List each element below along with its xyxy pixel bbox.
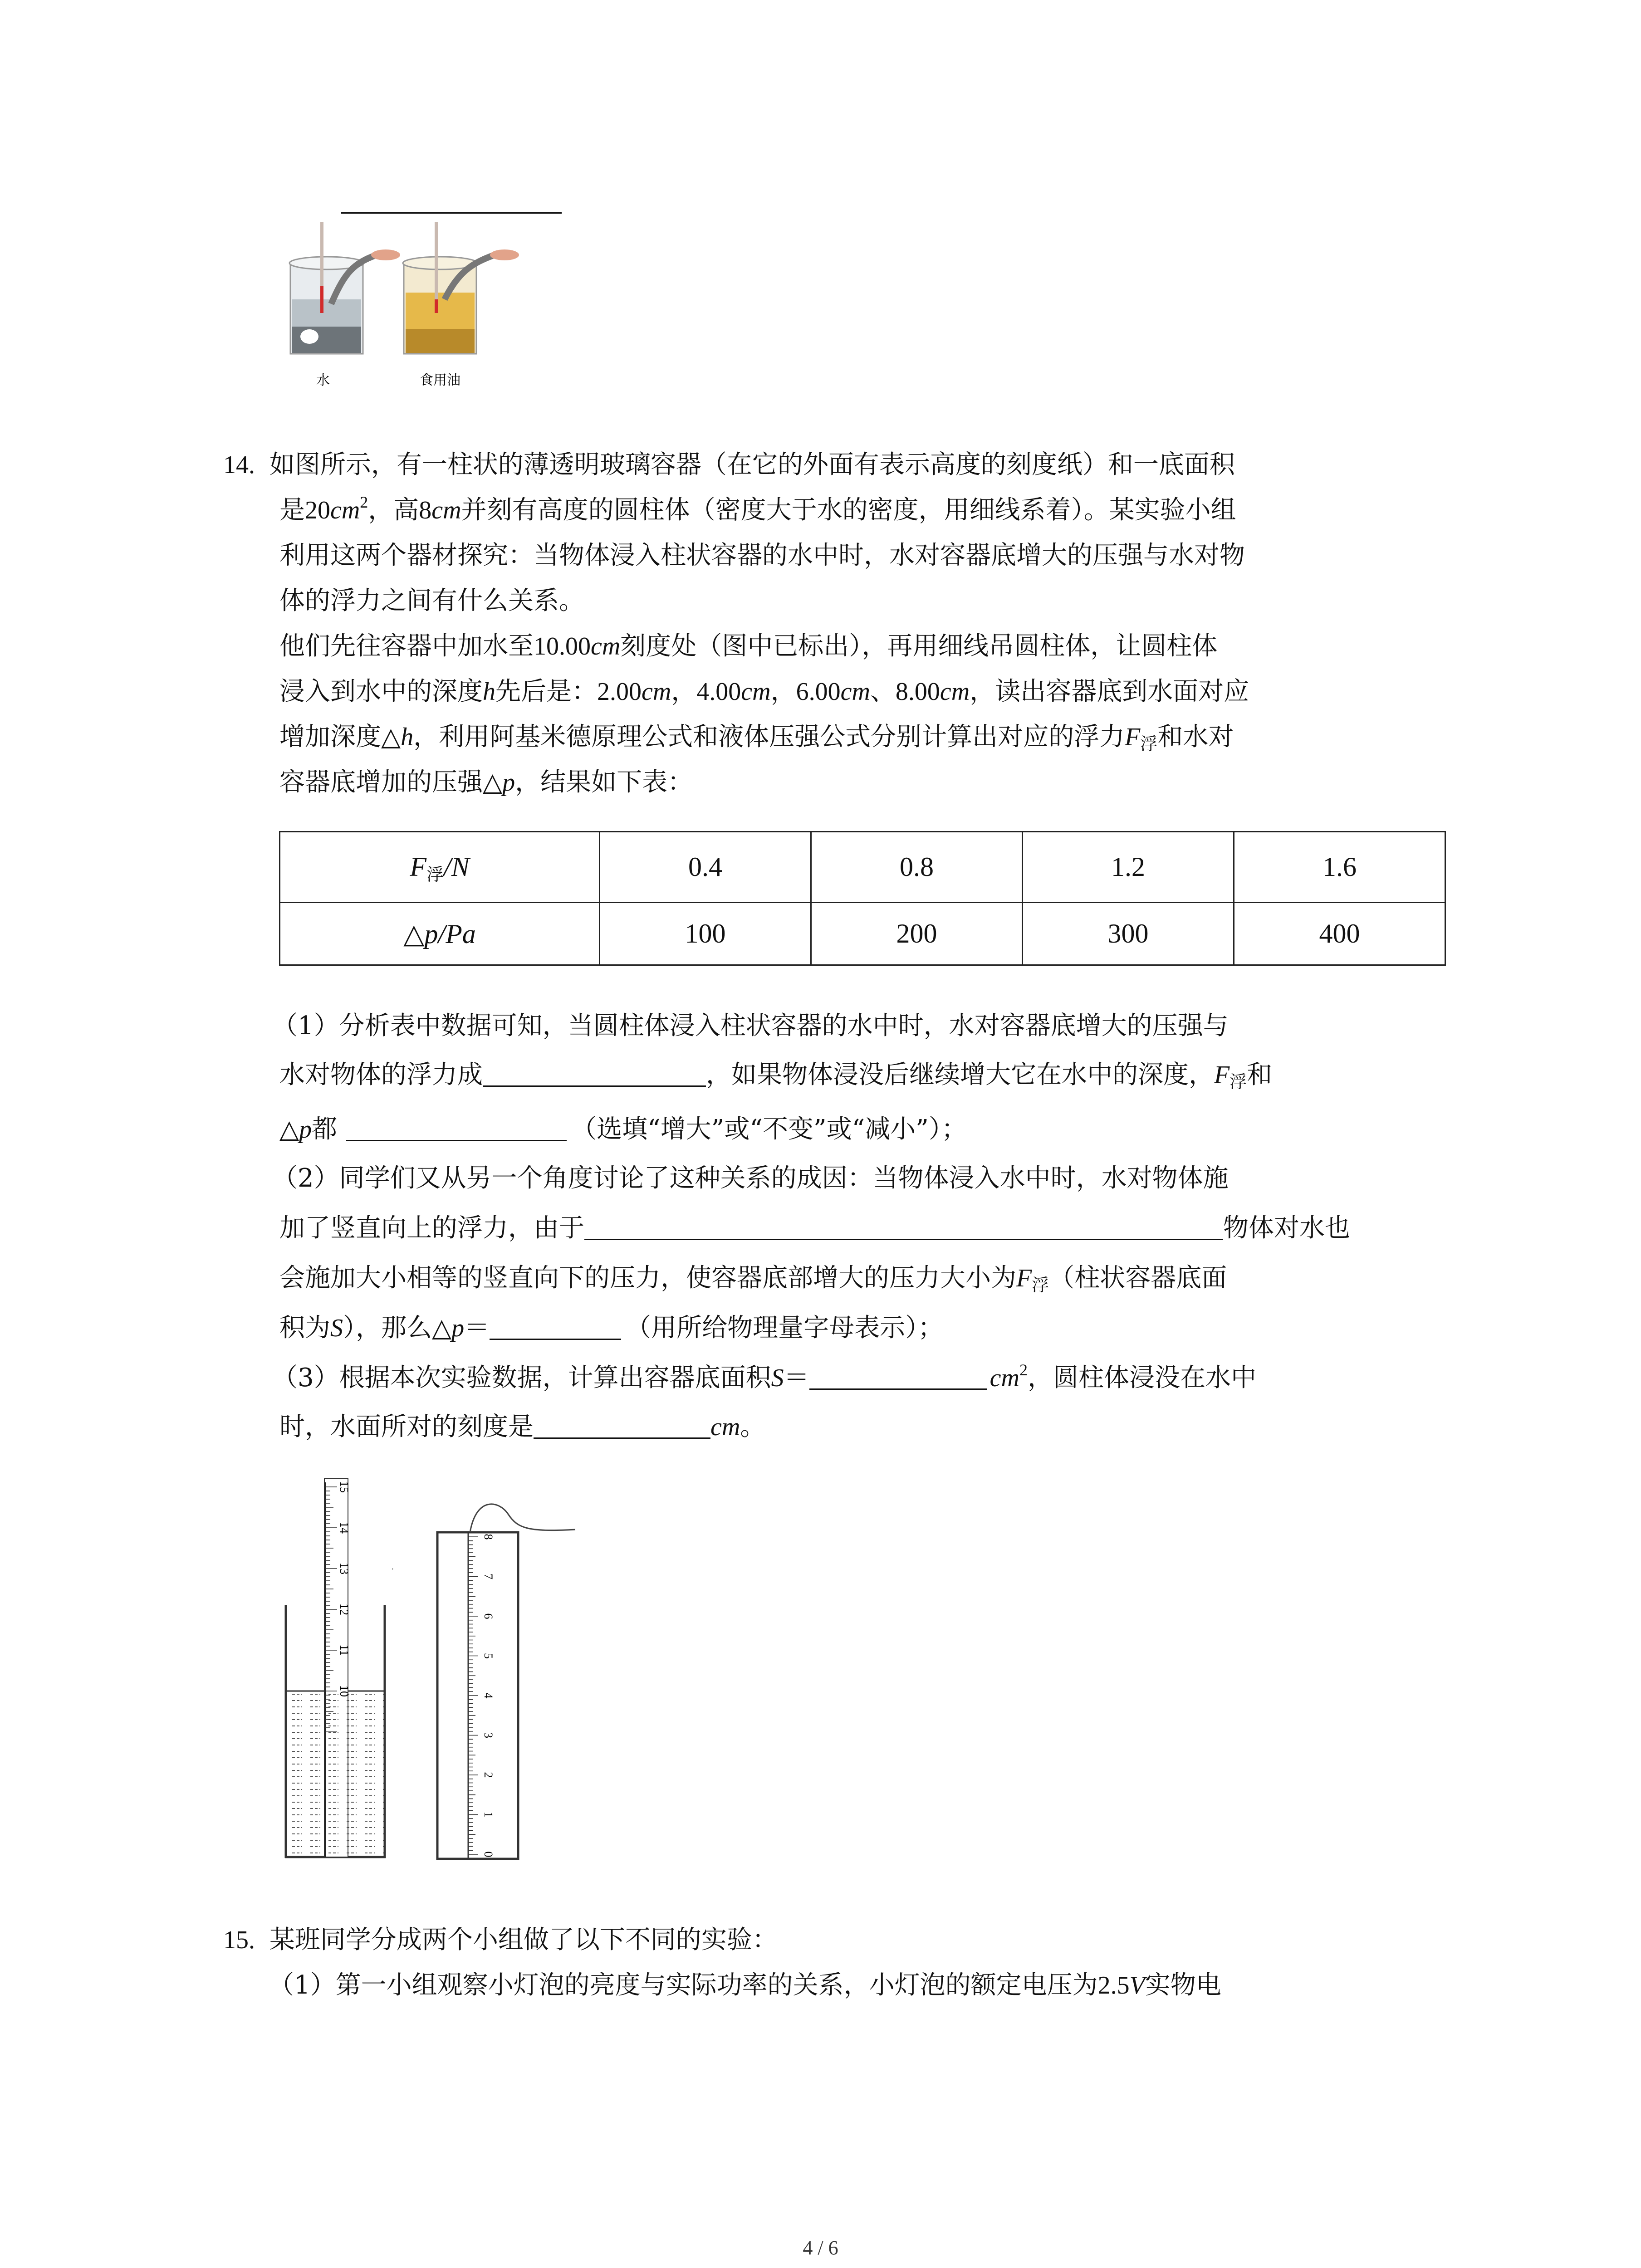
cylinder-label: 0 [482,1851,495,1857]
sub2-text: （2）同学们又从另一个角度讨论了这种关系的成因：当物体浸入水中时，水对物体施 [272,1163,1229,1193]
q14-unit: cm [840,678,870,706]
q14-text: 浸入到水中的深度 [279,677,483,706]
ruler-label: 13 [338,1563,351,1574]
sub2-symbol: p [451,1314,465,1342]
sub3-symbol: S [771,1364,784,1392]
q14-line-7 [279,719,1234,755]
q14-line-5 [279,628,1217,665]
q15-text: （1）第一小组观察小灯泡的亮度与实际功率的关系，小灯泡的额定电压为 [269,1970,1098,2000]
q14-area-value: 20 [305,496,330,524]
ruler-label: 14 [338,1522,351,1534]
cylinder-label: 4 [482,1692,495,1699]
q14-text: ，读出容器底到水面对应 [970,677,1249,706]
q14-text: 先后是： [495,677,597,706]
sub1-text: △ [279,1114,299,1144]
q14-unit: cm [940,678,970,706]
q14-text: 是 [279,495,305,525]
q14-symbol: p [502,768,515,797]
q14-unit: cm [330,496,360,524]
table-row [280,832,1445,903]
sub2-text: 积为 [279,1313,330,1343]
table-header-pressure: △p/Pa [280,903,600,965]
cylinder-label: 3 [482,1732,495,1738]
q15-unit: V [1129,1971,1145,1999]
q14-symbol: h [483,678,495,706]
ruler-label: 10 [338,1685,351,1697]
experiment-figure [272,1469,590,1868]
q14-line-1 [223,447,1235,483]
ruler-label: 15 [338,1481,351,1493]
sub1-symbol: p [299,1115,312,1144]
q14-text: 如图所示，有一柱状的薄透明玻璃容器（在它的外面有表示高度的刻度纸）和一底面积 [269,450,1235,479]
q14-text: 容器底增加的压强△ [279,767,503,797]
sub1-text: （选填“增大”或“不变”或“减小”）； [571,1114,967,1144]
table-cell: 300 [1023,903,1234,965]
q14-text: 体的浮力之间有什么关系。 [279,586,584,616]
table-cell: 0.4 [600,832,811,903]
q14-symbol: h [401,723,414,751]
sub2-text: （柱状容器底面 [1049,1263,1227,1293]
water-label: 水 [316,372,330,388]
sub2-subscript: 浮 [1032,1275,1049,1295]
sub2-line-3 [279,1260,1227,1296]
q14-text: 利用这两个器材探究：当物体浸入柱状容器的水中时，水对容器底增大的压强与水对物 [279,541,1245,570]
answer-blank-4[interactable] [490,1315,621,1340]
cylinder-label: 2 [482,1772,495,1778]
glass-container [285,1479,394,1858]
cylinder-label: 7 [482,1574,495,1579]
sub3-exponent: 2 [1019,1361,1028,1379]
sub2-line-4 [279,1310,943,1346]
answer-blank-5[interactable] [809,1365,987,1390]
q14-unit: cm [431,496,461,524]
q14-number: 14. [223,451,255,479]
sub2-text: （用所给物理量字母表示）； [626,1313,944,1343]
sub2-symbol: S [330,1314,343,1342]
sub2-text: 物体对水也 [1223,1213,1350,1243]
q14-exponent: 2 [360,493,368,511]
svg-text:.: . [391,1561,394,1572]
sub1-text: （1）分析表中数据可知，当圆柱体浸入柱状容器的水中时，水对容器底增大的压强与 [272,1011,1229,1041]
sub2-text: 加了竖直向上的浮力，由于 [279,1213,584,1243]
table-header-buoyancy: $F_浮/N$ [280,832,600,903]
beaker-figure [281,213,535,395]
q14-value: 6.00 [796,678,841,706]
question-15 [223,1922,1448,2022]
water-beaker [289,222,400,354]
q14-height-value: 8 [419,496,432,524]
ruler-label: 11 [338,1644,351,1656]
q14-line-3 [279,538,1245,574]
data-table [279,831,1446,966]
q14-symbol: F [1125,723,1141,751]
q14-line-8 [279,764,693,801]
q14-text: 和水对 [1157,722,1234,752]
table-cell: 100 [600,903,811,965]
q14-unit: cm [741,678,771,706]
table-cell: 1.6 [1234,832,1445,903]
q14-line-6 [279,674,1249,710]
q15-text: 实物电 [1145,1970,1221,2000]
sub3-line-2 [279,1409,765,1445]
q14-value: 8.00 [895,678,940,706]
q15-number: 15. [223,1926,255,1954]
q14-value: 4.00 [696,678,741,706]
oil-label: 食用油 [420,372,460,388]
q14-value: 2.00 [597,678,642,706]
cylinder-label: 8 [482,1534,495,1540]
sub1-line-1 [272,1008,1229,1044]
q14-unit: cm [642,678,671,706]
q15-value: 2.5 [1097,1971,1130,1999]
q14-text: 增加深度△ [279,722,401,752]
q14-unit: cm [591,632,621,660]
answer-blank-6[interactable] [534,1414,710,1439]
q14-text: ， [770,677,796,706]
q14-text: 、 [870,677,896,706]
q14-line-4 [279,583,584,619]
q14-text: ， [671,677,697,706]
sub3-line-1 [272,1360,1256,1396]
q14-text: 刻度处（图中已标出），再用细线吊圆柱体，让圆柱体 [620,631,1218,661]
sub2-text: 会施加大小相等的竖直向下的压力，使容器底部增大的压力大小为 [279,1263,1016,1293]
q14-value: 10.00 [534,632,591,660]
sub1-subscript: 浮 [1230,1072,1247,1092]
table-cell: 400 [1234,903,1445,965]
sub2-text: ＝ [464,1313,490,1343]
q14-subscript: 浮 [1140,734,1158,754]
sub3-text: （3）根据本次实验数据，计算出容器底面积 [272,1363,771,1393]
q14-text: ，利用阿基米德原理公式和液体压强公式分别计算出对应的浮力 [413,722,1125,752]
sub2-line-2 [279,1210,1350,1246]
sub3-text: ，圆柱体浸没在水中 [1027,1363,1256,1393]
sub1-text: 水对物体的浮力成 [279,1060,483,1090]
q15-line-2 [269,1967,1221,2004]
answer-blank-3[interactable] [584,1215,1223,1240]
sub2-symbol: F [1016,1264,1032,1292]
table-cell: 1.2 [1023,832,1234,903]
sub3-text: 时，水面所对的刻度是 [279,1412,534,1442]
q15-line-1 [223,1922,778,1958]
q15-text: 某班同学分成两个小组做了以下不同的实验： [269,1925,778,1955]
table-cell: 200 [811,903,1023,965]
q14-text: ，结果如下表： [515,767,693,797]
sub3-text: ＝ [784,1363,809,1393]
cylinder-label: 1 [482,1812,495,1818]
q14-text: 并刻有高度的圆柱体（密度大于水的密度，用细线系着）。某实验小组 [461,495,1236,525]
sub1-text: 和 [1247,1060,1273,1090]
oil-beaker [403,222,519,354]
sub3-unit: cm [989,1364,1019,1392]
sub1-line-2 [279,1057,1272,1093]
sub1-line-3 [279,1111,967,1148]
answer-blank-2[interactable] [346,1116,567,1141]
page-number: 4 / 6 [803,2237,838,2259]
q14-subquestions [272,1008,1461,1461]
sub2-text: ），那么△ [343,1313,452,1343]
cylinder-object [437,1504,575,1859]
cylinder-label: 5 [482,1653,495,1659]
q14-text: 他们先往容器中加水至 [279,631,534,661]
answer-blank-1[interactable] [483,1062,706,1087]
table-row [280,903,1445,965]
cylinder-label: 6 [482,1613,495,1619]
sub1-text: ，如果物体浸没后继续增大它在水中的深度， [706,1060,1214,1090]
sub3-text: 。 [740,1412,766,1442]
q14-text: ，高 [368,495,419,525]
q14-line-2 [279,492,1236,528]
ruler-label: 12 [338,1603,351,1615]
sub3-unit: cm [710,1413,740,1441]
sub1-text: 都 [312,1114,338,1144]
table-cell: 0.8 [811,832,1023,903]
sub2-line-1 [272,1160,1229,1197]
sub1-symbol: F [1214,1061,1230,1089]
